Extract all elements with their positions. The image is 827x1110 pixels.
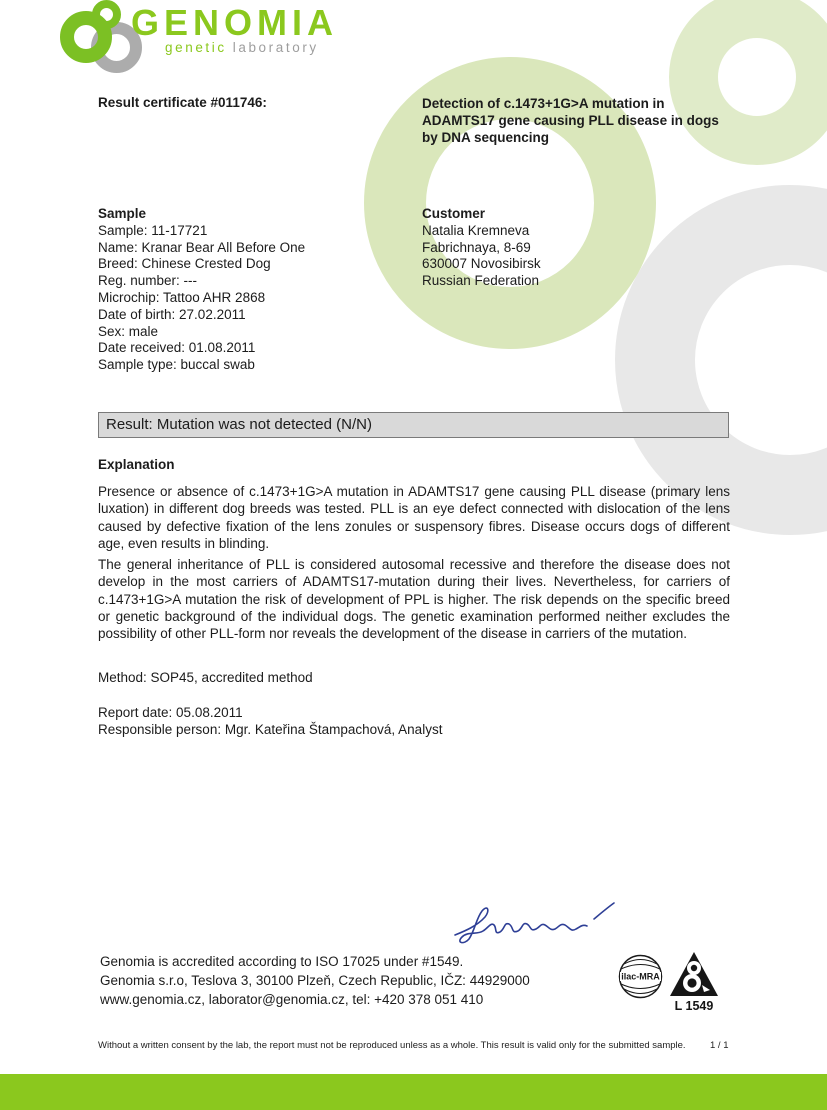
customer-section [422,206,541,290]
signature-scribble-icon [447,898,637,950]
logo-wordmark: GENOMIA [131,2,339,43]
footer-contact [100,952,530,1009]
sample-line: Date of birth: 27.02.2011 [98,306,246,322]
explanation-heading: Explanation [98,457,175,472]
sample-line: Microchip: Tattoo AHR 2868 [98,289,266,305]
result-box: Result: Mutation was not detected (N/N) [98,412,729,438]
customer-heading: Customer [422,206,486,221]
logo-tagline-genetic: genetic [165,40,227,55]
cia-accreditation-logo [668,950,720,1017]
accreditation-number-label: L 1549 [674,999,714,1013]
ilac-mra-logo [618,954,663,1002]
ilac-mra-label: ilac-MRA [621,971,660,982]
sample-line: Sample: 11-17721 [98,222,208,238]
report-title-line: Detection of c.1473+1G>A mutation in [422,96,665,111]
sample-line: Sample type: buccal swab [98,357,255,373]
footer-line: Genomia s.r.o, Teslova 3, 30100 Plzeň, Czech Republic, IČZ: 44929000 [100,973,530,988]
explanation-paragraph-1: Presence or absence of c.1473+1G>A mutation in ADAMTS17 gene causing PLL disease (primary lens luxation) in different dog breeds was tested. PLL is an eye defect connected with dislocation of the lens caused by defective fixation of the lens zonules or suspensory fibres. Disease occurs dogs of different age, even results in blinding. [98,484,730,551]
sample-line: Reg. number: --- [98,273,198,289]
report-title-line: by DNA sequencing [422,130,550,145]
logo-tagline-laboratory: laboratory [232,40,319,55]
disclaimer-text: Without a written consent by the lab, the report must not be reproduced unless as a whole. This result is valid only for the submitted sample. [98,1040,686,1051]
footer-line: Genomia is accredited according to ISO 17025 under #1549. [100,954,464,969]
customer-line: Natalia Kremneva [422,222,530,238]
ilac-mra-seal-icon [618,954,663,999]
customer-line: Fabrichnaya, 8-69 [422,239,531,255]
report-title-line: ADAMTS17 gene causing PLL disease in dogs [422,113,719,128]
footer-line: www.genomia.cz, laborator@genomia.cz, tel: +420 378 051 410 [100,992,484,1007]
explanation-paragraph-2: The general inheritance of PLL is considered autosomal recessive and therefore the disease does not develop in the most carriers of ADAMTS17-mutation during their lives. Nevertheless, for carriers of c.1473+1G>A mutation the risk of development of PPL is higher. The risk depends on the specific breed or genetic background of the individual dogs. The genetic examination performed neither excludes the possibility of other PLL-form nor reveals the development of the disease in carriers of the mutation. [98,557,730,642]
cia-triangle-icon [668,950,720,1014]
report-title [422,95,742,146]
report-date-line: Report date: 05.08.2011 [98,705,243,720]
responsible-person-line: Responsible person: Mgr. Kateřina Štampachová, Analyst [98,722,443,737]
customer-line: Russian Federation [422,273,540,289]
genomia-logo [0,0,400,70]
sample-line: Name: Kranar Bear All Before One [98,239,306,255]
report-info [98,704,442,738]
bottom-green-bar [0,1074,827,1110]
certificate-number-label: Result certificate #011746: [98,95,267,110]
sample-line: Sex: male [98,323,159,339]
signature [447,898,637,953]
sample-line: Breed: Chinese Crested Dog [98,256,271,272]
sample-heading: Sample [98,206,147,221]
sample-line: Date received: 01.08.2011 [98,340,256,356]
logo-green-small-circle-icon [92,0,121,29]
customer-line: 630007 Novosibirsk [422,256,541,272]
page-number: 1 / 1 [710,1040,729,1051]
logo-tagline [165,40,319,55]
method-line: Method: SOP45, accredited method [98,670,313,685]
sample-section [98,206,305,374]
